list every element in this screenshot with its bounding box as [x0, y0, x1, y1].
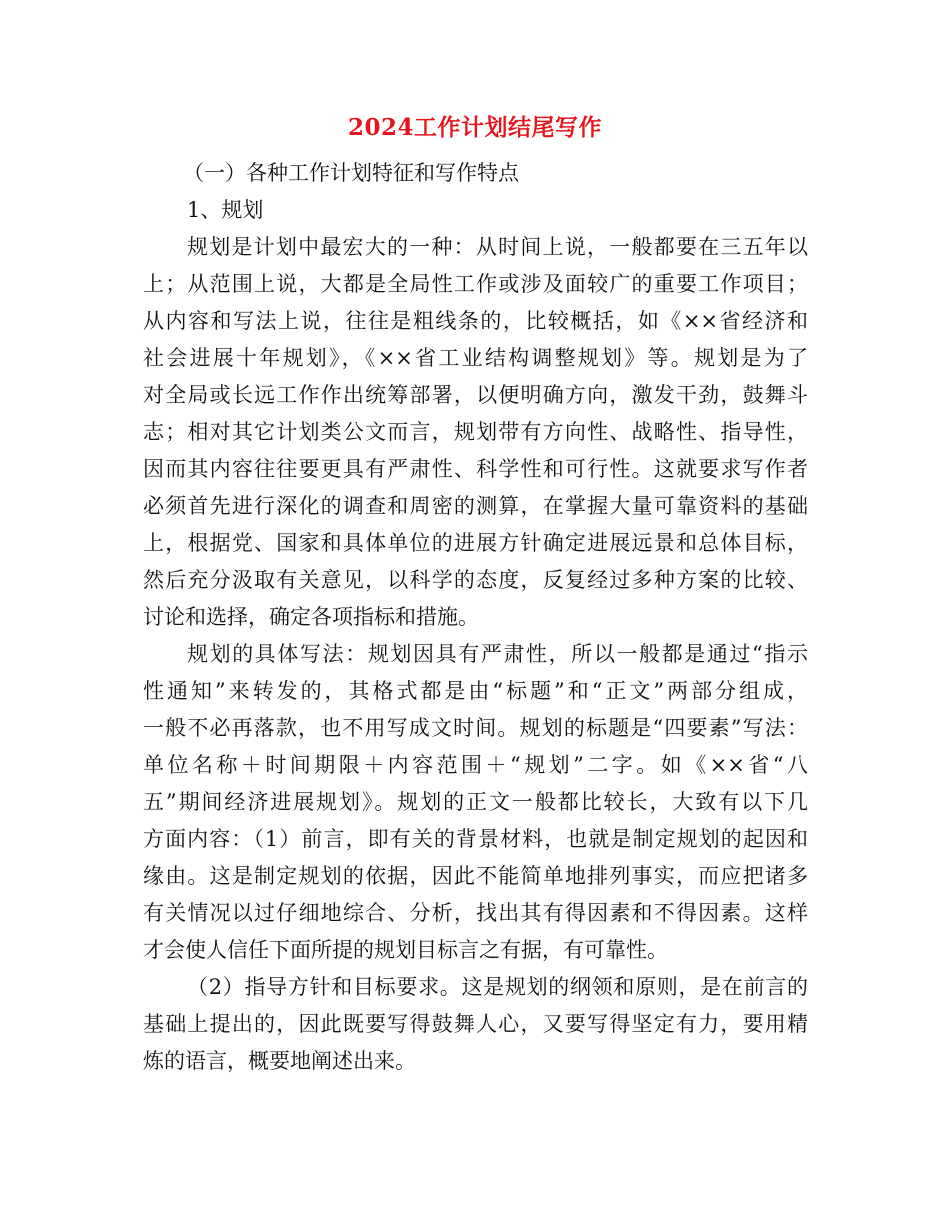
paragraph-line: 单位名称＋时间期限＋内容范围＋“规划”二字。如《××省“八	[143, 753, 808, 777]
paragraph-line: 基础上提出的，因此既要写得鼓舞人心，又要写得坚定有力，要用精	[143, 1012, 808, 1036]
paragraph-line: 有关情况以过仔细地综合、分析，找出其有得因素和不得因素。这样	[143, 901, 808, 925]
paragraph-line: 对全局或长远工作作出统筹部署，以便明确方向，激发干劲，鼓舞斗	[143, 383, 808, 407]
paragraph-line: 上；从范围上说，大都是全局性工作或涉及面较广的重要工作项目；	[143, 272, 808, 296]
paragraph-line: 然后充分汲取有关意见，以科学的态度，反复经过多种方案的比较、	[143, 568, 808, 592]
paragraph-line: 因而其内容往往要更具有严肃性、科学性和可行性。这就要求写作者	[143, 457, 808, 481]
paragraph-line: 规划是计划中最宏大的一种：从时间上说，一般都要在三五年以	[187, 235, 808, 259]
paragraph-line: 必须首先进行深化的调查和周密的测算，在掌握大量可靠资料的基础	[143, 494, 808, 518]
paragraph-line: 讨论和选择，确定各项指标和措施。	[143, 605, 479, 629]
paragraph-line: 从内容和写法上说，往往是粗线条的，比较概括，如《××省经济和	[143, 309, 808, 333]
paragraph-line: 缘由。这是制定规划的依据，因此不能简单地排列事实，而应把诸多	[143, 864, 808, 888]
paragraph-line: 上，根据党、国家和具体单位的进展方针确定进展远景和总体目标，	[143, 531, 808, 555]
paragraph-line: 五”期间经济进展规划》。规划的正文一般都比较长，大致有以下几	[143, 790, 808, 814]
section-heading: （一）各种工作计划特征和写作特点	[183, 161, 519, 185]
paragraph-line: 性通知”来转发的，其格式都是由“标题”和“正文”两部分组成，	[143, 679, 808, 703]
document-title: 2024工作计划结尾写作	[347, 114, 602, 141]
paragraph-line: 一般不必再落款，也不用写成文时间。规划的标题是“四要素”写法：	[143, 716, 808, 740]
paragraph-line: 方面内容：（1）前言，即有关的背景材料，也就是制定规划的起因和	[143, 827, 808, 851]
paragraph-line: 炼的语言，概要地阐述出来。	[143, 1049, 416, 1073]
paragraph-line: 志；相对其它计划类公文而言，规划带有方向性、战略性、指导性，	[143, 420, 808, 444]
paragraph-line: （2）指导方针和目标要求。这是规划的纲领和原则，是在前言的	[187, 975, 808, 999]
subsection-heading: 1、规划	[187, 198, 264, 222]
paragraph-line: 社会进展十年规划》，《××省工业结构调整规划》等。规划是为了	[143, 346, 808, 370]
paragraph-line: 规划的具体写法：规划因具有严肃性，所以一般都是通过“指示	[187, 642, 808, 666]
paragraph-line: 才会使人信任下面所提的规划目标言之有据，有可靠性。	[143, 938, 668, 962]
